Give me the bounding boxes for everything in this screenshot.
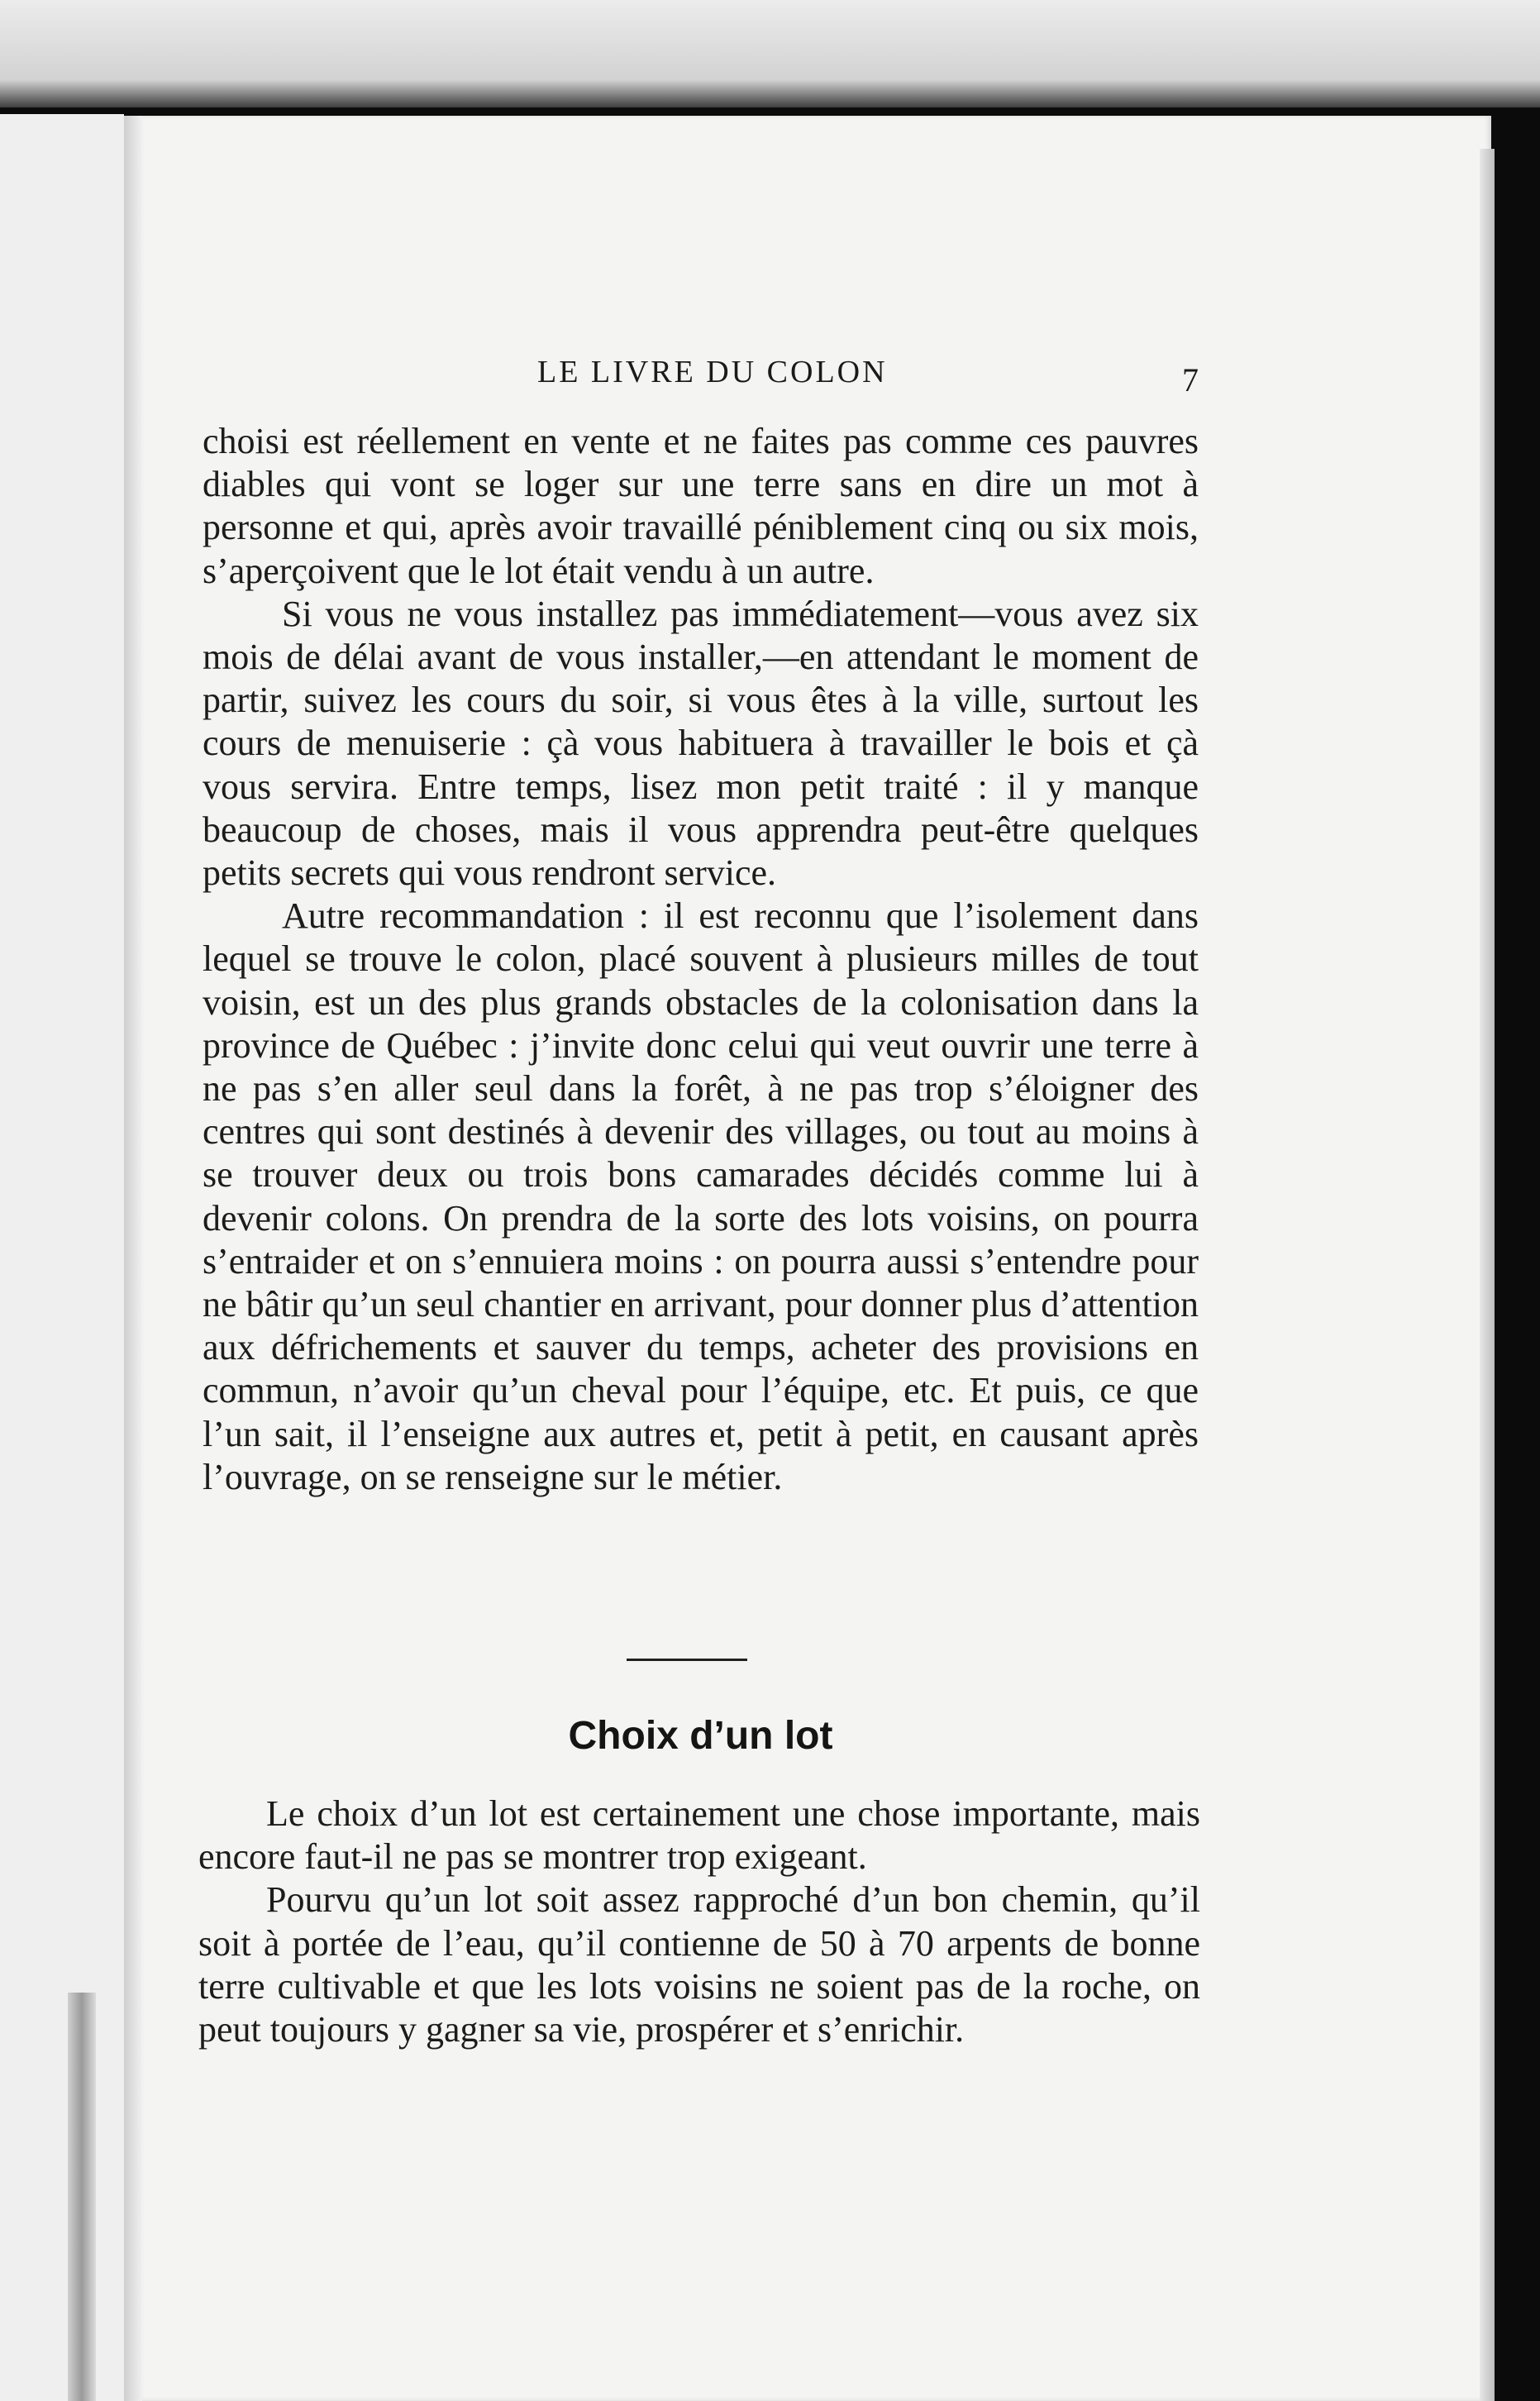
- paragraph-recommendation: Autre recommandation : il est reconnu que l’isolement dans lequel se trouve le colon, placé souvent à plusieurs milles de tout voisin, est un des plus grands obstacles de la colonisation dans la province de Québec : j’invite donc celui qui veut ouvrir une terre à ne pas s’en aller seul dans la forêt, à ne pas trop s’éloigner des centres qui sont destinés à devenir des villages, ou tout au moins à se trouver deux ou trois bons camarades décidés comme lui à devenir colons. On prendra de la sorte des lots voisins, on pourra s’entraider et on s’ennuiera moins : on pourra aussi s’entendre pour ne bâtir qu’un seul chantier en arrivant, pour donner plus d’attention aux défrichements et sauver du temps, acheter des provisions en commun, n’avoir qu’un cheval pour l’équipe, etc. Et puis, ce que l’un sait, il l’enseigne aux autres et, petit à petit, en causant après l’ouvrage, on se renseigne sur le métier.: [203, 895, 1199, 1497]
- paragraph-continued: choisi est réellement en vente et ne faites pas comme ces pauvres diables qui vont se loger sur une terre sans en dire un mot à personne et qui, après avoir travaillé péniblement cinq ou six mois, s’aperçoivent que le lot était vendu à un autre.: [203, 421, 1199, 591]
- body-text: [203, 420, 1199, 1499]
- paragraph-choice: Le choix d’un lot est certainement une chose importante, mais encore faut-il ne pas se montrer trop exigeant.: [198, 1793, 1200, 1878]
- page-right-edge: [1480, 149, 1495, 2401]
- book-gutter: [124, 116, 144, 2401]
- section-divider: [627, 1659, 747, 1661]
- running-head: LE LIVRE DU COLON: [537, 355, 888, 389]
- book-spine: [68, 1993, 96, 2401]
- facing-page-edge: [0, 114, 124, 2401]
- scan-top-margin: [0, 0, 1540, 114]
- paragraph-conditions: Pourvu qu’un lot soit assez rapproché d’un bon chemin, qu’il soit à portée de l’eau, qu’il contienne de 50 à 70 arpents de bonne terre cultivable et que les lots voisins ne soient pas de la roche, on peut toujours y gagner sa vie, prospérer et s’enrichir.: [198, 1879, 1200, 2050]
- section-text: [198, 1792, 1200, 2051]
- page-number: 7: [1182, 361, 1199, 399]
- paragraph-installation: Si vous ne vous installez pas immédiatement—vous avez six mois de délai avant de vous installer,—en attendant le moment de partir, suivez les cours du soir, si vous êtes à la ville, surtout les cours de menuiserie : çà vous habituera à travailler le bois et çà vous servira. Entre temps, lisez mon petit traité : il y manque beaucoup de choses, mais il vous apprendra peut-être quelques petits secrets qui vous rendront service.: [203, 593, 1199, 894]
- section-heading: Choix d’un lot: [568, 1714, 833, 1758]
